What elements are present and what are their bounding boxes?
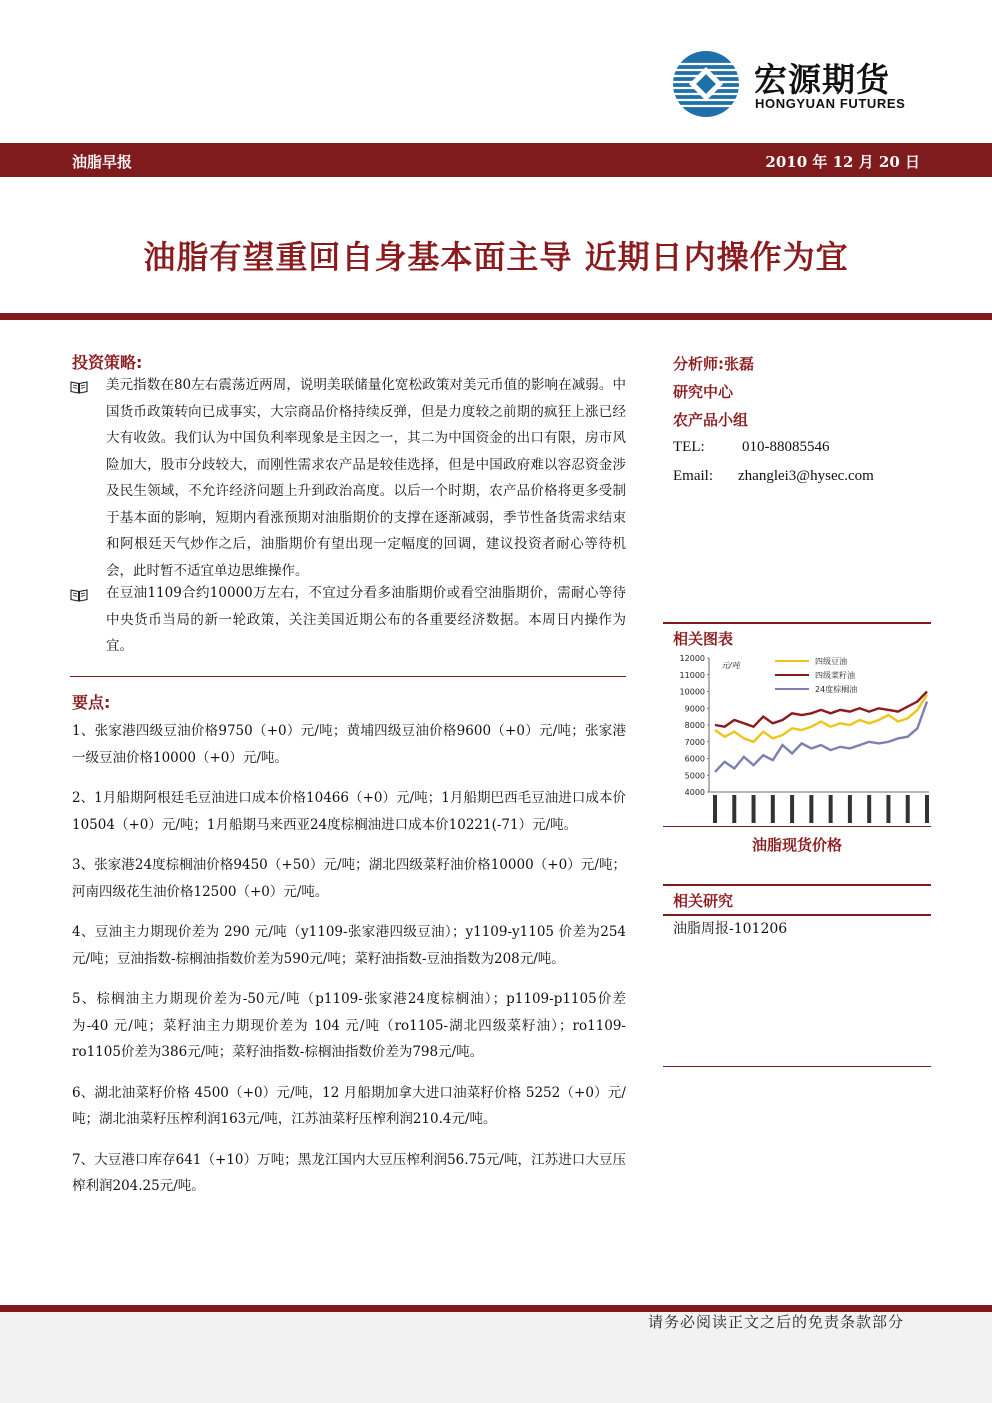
tel-label: TEL: bbox=[673, 439, 705, 455]
chart-section-header bbox=[663, 622, 931, 654]
y-tick-label: 6000 bbox=[684, 754, 705, 764]
oil-price-chart bbox=[663, 652, 931, 830]
chart-legend bbox=[775, 656, 857, 694]
list-item: 2、1月船期阿根廷毛豆油进口成本价格10466（+0）元/吨；1月船期巴西毛豆油进口成本价10504（+0）元/吨；1月船期马来西亚24度棕榈油进口成本价10221(-71）元/吨。 bbox=[72, 790, 626, 833]
research-section-header bbox=[663, 884, 931, 916]
tel-value: 010-88085546 bbox=[742, 439, 830, 455]
chart-caption: 油脂现货价格 bbox=[751, 836, 842, 854]
brand-logo bbox=[672, 50, 912, 120]
legend-label: 四级豆油 bbox=[815, 657, 847, 666]
x-tick-label bbox=[906, 795, 910, 823]
research-link[interactable]: 油脂周报-101206 bbox=[673, 921, 788, 937]
chart-heading: 相关图表 bbox=[673, 630, 734, 648]
brand-name-cn: 宏源期货 bbox=[754, 60, 890, 99]
research-bottom-rule bbox=[663, 1066, 931, 1067]
x-tick-label bbox=[713, 795, 717, 823]
header-band bbox=[0, 143, 992, 177]
chart-bottom-rule bbox=[663, 826, 931, 827]
analyst-name: 分析师:张磊 bbox=[673, 355, 754, 373]
list-item: 4、豆油主力期现价差为 290 元/吨（y1109-张家港四级豆油）；y1109-y1105 价差为254元/吨；豆油指数-棕榈油指数价差为590元/吨；菜籽油指数-豆油指数为208元/吨。 bbox=[72, 924, 626, 967]
legend-label: 四级菜籽油 bbox=[815, 671, 855, 680]
report-type: 油脂早报 bbox=[72, 153, 133, 171]
x-tick-label bbox=[867, 795, 871, 823]
title-divider bbox=[0, 313, 992, 320]
x-tick-label bbox=[829, 795, 833, 823]
y-tick-label: 4000 bbox=[684, 788, 705, 797]
x-tick-label bbox=[809, 795, 813, 823]
strategy-heading: 投资策略: bbox=[72, 353, 143, 372]
y-tick-label: 10000 bbox=[679, 687, 705, 697]
research-group: 农产品小组 bbox=[673, 411, 749, 429]
y-axis-ticks bbox=[680, 654, 709, 797]
chart-unit-label: 元/吨 bbox=[721, 661, 740, 670]
research-heading: 相关研究 bbox=[673, 892, 734, 910]
x-tick-label bbox=[752, 795, 756, 823]
email-link[interactable]: zhanglei3@hysec.com bbox=[738, 468, 874, 484]
hongyuan-logo-icon bbox=[672, 50, 740, 118]
list-item: 7、大豆港口库存641（+10）万吨；黑龙江国内大豆压榨利润56.75元/吨，江苏进口大豆压榨利润204.25元/吨。 bbox=[72, 1151, 626, 1194]
x-tick-label bbox=[771, 795, 775, 823]
y-tick-label: 5000 bbox=[684, 771, 705, 781]
x-tick-label bbox=[848, 795, 852, 823]
list-item: 5、棕榈油主力期现价差为-50元/吨（p1109-张家港24度棕榈油）；p1109-p1105价差为-40 元/吨；菜籽油主力期现价差为 104 元/吨（ro1105-湖北四级菜籽油）；ro1109-ro1105价差为386元/吨；菜籽油指数-棕榈油指数价差为798元/吨。 bbox=[72, 991, 626, 1060]
brand-name-en: HONGYUAN FUTURES bbox=[755, 96, 906, 111]
x-tick-label bbox=[886, 795, 890, 823]
list-item: 3、张家港24度棕榈油价格9450（+50）元/吨；湖北四级菜籽油价格10000（+0）元/吨；河南四级花生油价格12500（+0）元/吨。 bbox=[72, 857, 626, 900]
list-item: 1、张家港四级豆油价格9750（+0）元/吨；黄埔四级豆油价格9600（+0）元/吨；张家港一级豆油价格10000（+0）元/吨。 bbox=[72, 723, 626, 766]
x-tick-label bbox=[790, 795, 794, 823]
y-tick-label: 8000 bbox=[684, 721, 705, 730]
y-tick-label: 12000 bbox=[679, 654, 705, 663]
x-tick-label bbox=[732, 795, 736, 823]
y-tick-label: 7000 bbox=[684, 737, 705, 747]
book-bullet-icon bbox=[70, 588, 88, 602]
book-bullet-icon bbox=[70, 380, 88, 394]
strategy-paragraph-1: 美元指数在80左右震荡近两周，说明美联储量化宽松政策对美元币值的影响在减弱。中国货币政策转向已成事实，大宗商品价格持续反弹，但是力度较之前期的疯狂上涨已经大有收敛。我们认为中国负利率现象是主因之一，其二为中国资金的出口有限，房市风险加大，股市分歧较大，而刚性需求农产品是较佳选择，但是中国政府难以容忍资金涉及民生领域，不允许经济问题上升到政治高度。以后一个时期，农产品价格将更多受制于基本面的影响，短期内看涨预期对油脂期价的支撑在逐渐减弱，季节性备货需求结束和阿根廷天气炒作之后，油脂期价有望出现一定幅度的回调，建议投资者耐心等待机会，此时暂不适宜单边思维操作。 bbox=[106, 377, 626, 579]
report-date: 2010 年 12 月 20 日 bbox=[765, 153, 920, 171]
points-list bbox=[72, 718, 626, 1214]
section-divider bbox=[70, 676, 626, 677]
email-label: Email: bbox=[673, 468, 713, 484]
y-tick-label: 11000 bbox=[679, 670, 705, 680]
points-heading: 要点: bbox=[72, 693, 111, 712]
x-tick-label bbox=[925, 795, 929, 823]
disclaimer-text: 请务必阅读正文之后的免责条款部分 bbox=[647, 1313, 904, 1331]
legend-label: 24度棕榈油 bbox=[815, 685, 858, 694]
research-dept: 研究中心 bbox=[673, 383, 734, 401]
page-title: 油脂有望重回自身基本面主导 近期日内操作为宜 bbox=[143, 238, 849, 276]
strategy-paragraph-2: 在豆油1109合约10000万左右，不宜过分看多油脂期价或看空油脂期价，需耐心等待中央货币当局的新一轮政策，关注美国近期公布的各重要经济数据。本周日内操作为宜。 bbox=[106, 585, 626, 654]
list-item: 6、湖北油菜籽价格 4500（+0）元/吨，12 月船期加拿大进口油菜籽价格 5252（+0）元/吨；湖北油菜籽压榨利润163元/吨，江苏油菜籽压榨利润210.4元/吨。 bbox=[72, 1084, 626, 1127]
y-tick-label: 9000 bbox=[684, 704, 705, 714]
